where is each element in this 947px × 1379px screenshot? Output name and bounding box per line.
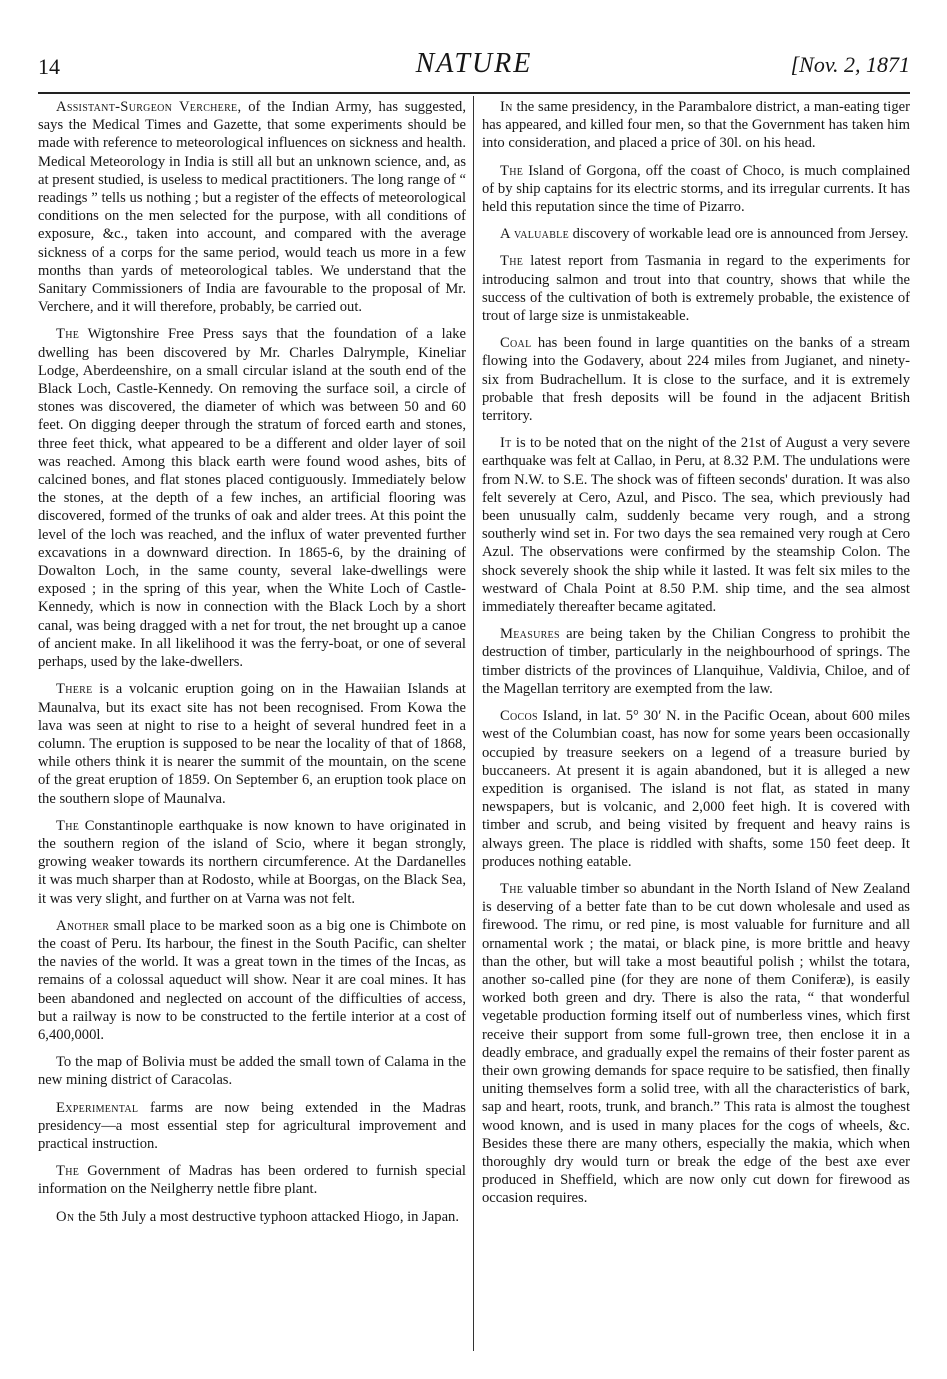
paragraph [38, 98, 466, 316]
paragraph-text: is a volcanic eruption going on in the Hawaiian Islands at Maunalva, but its exact site has not been recognised. From Kowa the lava was seen at night to rise to a height of several hundred feet in a column. The eruption is supposed to be near the locality of that of 1868, while others think it is nearer the summit of the mountain, on the scene of the great eruption of 1859. On September 6, an eruption took place on the southern slope of Maunalva. [38, 681, 466, 807]
column-divider [473, 96, 474, 1351]
paragraph-lead: In [500, 99, 513, 115]
paragraph [482, 880, 910, 1208]
paragraph-lead: Another [56, 917, 110, 934]
page-header [38, 46, 910, 84]
paragraph-text: is to be noted that on the night of the 21st of August a very severe earthquake was felt at Callao, in Peru, at 8.32 P.M. The undulations were from N.W. to S.E. The shock was of fifteen seconds' duration. It was also felt severely at Cero, Azul, and Pisco. The sea, which previously had been unusually calm, suddenly became very rough, and a strong southerly wind set in. For two days the sea remained very rough at Cero Azul. The observations were confirmed by the steamship Colon. The shock severely shook the ship while it lasted. It was felt six miles to the westward of Chala Point at 8.50 P.M. ship time, and the sea almost immediately thereafter became agitated. [482, 435, 910, 616]
paragraph-text: are being taken by the Chilian Congress to prohibit the destruction of timber, particularly in the neighbourhood of springs. The timber districts of the provinces of Llanquihue, Valdivia, Chiloe, and of the Magellan territory are exempted from the law. [482, 626, 910, 697]
paragraph [38, 1053, 466, 1089]
paragraph-text: of the Indian Army, has suggested, says the Medical Times and Gazette, that some experiments should be made with reference to meteorological influences on sickness and health. Medical Meteorology in India is still all but an unknown science, and, as at present studied, is useless to medical practitioners. The long range of “ readings ” tells us nothing ; but a register of the effects of meteorological conditions on the men selected for the purpose, with all conditions of exposure, &c., taken into account, and compared with the average sickness of a corps for the same period, would teach us more in a few months than yards of meteorological tables. We understand that the Sanitary Commissioners of India are favourable to the proposal of Mr. Verchere, and it will therefore, probably, be carried out. [38, 99, 466, 316]
paragraph-lead: Cocos [500, 708, 538, 725]
paragraph-text: the 5th July a most destructive typhoon attacked Hiogo, in Japan. [74, 1208, 460, 1225]
paragraph-lead: Experimental [56, 1099, 139, 1116]
paragraph-text: Constantinople earthquake is now known to have originated in the southern region of the island of Scio, where it began strongly, growing weaker towards its northern circumference. At the Dardanelles it was much sharper than at Rodosto, while at Boorgas, on the Black Sea, it was very slight, and further on at Varna was not felt. [38, 817, 466, 907]
paragraph [38, 325, 466, 671]
paragraph-lead: It [500, 435, 512, 452]
paragraph-text: has been found in large quantities on the banks of a stream flowing into the Godavery, about 224 miles from Jugianet, and ninety-six from Budrachellum. It is close to the surface, and it is extremely probable that fresh deposits will be found in the adjacent British territory. [482, 335, 910, 425]
paragraph [482, 252, 910, 325]
paragraph-lead: Assistant-Surgeon Verchere, [56, 99, 242, 115]
paragraph-lead: The [56, 326, 80, 343]
paragraph-lead: A valuable [500, 226, 569, 243]
paragraph-lead: The [56, 817, 80, 834]
left-column [38, 98, 466, 1235]
paragraph [38, 1162, 466, 1198]
paragraph-lead: The [500, 162, 524, 179]
paragraph-text: To the map of Bolivia must be added the small town of Calama in the new mining district of Caracolas. [38, 1054, 466, 1089]
paragraph [38, 1208, 466, 1226]
paragraph [38, 680, 466, 807]
paragraph-lead: There [56, 681, 93, 698]
paragraph-lead: On [56, 1208, 75, 1225]
paragraph [482, 225, 910, 243]
paragraph [482, 434, 910, 616]
paragraph [482, 162, 910, 217]
issue-date: [Nov. 2, 1871 [790, 52, 910, 77]
paragraph [482, 98, 910, 153]
paragraph [38, 817, 466, 908]
paragraph-lead: The [500, 880, 524, 897]
paragraph-text: Island, in lat. 5° 30′ N. in the Pacific Ocean, about 600 miles west of the Columbian coast, has now for some years been occasionally occupied by treasure seekers on a legend of a treasure buried by buccaneers. At present it is again abandoned, but it is alleged a new expedition is organised. The island is not flat, as stated in many newspapers, but is volcanic, and 2,000 feet high. It is covered with timber and scrub, and being visited by frequent and heavy rains is always green. The place is riddled with shafts, some 150 feet deep. It produces nothing eatable. [482, 708, 910, 870]
paragraph-lead: The [500, 253, 524, 270]
paragraph-text: the same presidency, in the Parambalore district, a man-eating tiger has appeared, and killed four men, so that the Government has taken him into consideration, and placed a price of 30l. on his head. [482, 99, 910, 152]
paragraph [38, 1099, 466, 1154]
paragraph-text: Island of Gorgona, off the coast of Choco, is much complained of by ship captains for its electric storms, and its irregular currents. It has held this reputation since the time of Pizarro. [482, 162, 910, 216]
paragraph [38, 917, 466, 1044]
paragraph-text: Wigtonshire Free Press says that the foundation of a lake dwelling has been discovered by Mr. Charles Dalrymple, Kineliar Lodge, Aberdeenshire, on a small circular island at the south end of the Black Loch, Castle-Kennedy. On removing the surface soil, a circle of stones was discovered, the diameter of which was between 50 and 60 feet. On digging deeper through the stratum of forced earth and stones, three feet thick, what appeared to be a different and older layer of soil was reached. Among this black earth were found wood ashes, bits of calcined bones, and flat stones placed contiguously. Immediately below the stones, at the depth of a few inches, an artificial flooring was discovered, formed of the trunks of oak and alder trees. At this point the level of the loch was reached, and the influx of water prevented further excavations in a downward direction. In 1865-6, by the draining of Dowalton Loch, in the same county, several lake-dwellings were exposed ; in the spring of this year, when the White Loch of Castle-Kennedy, which is now in connection with the Black Loch by a short canal, was being dragged with a net for trout, the net brought up a canoe of ancient make. In all likelihood it was the ferry-boat, or one of several perhaps, used by the lake-dwellers. [38, 326, 466, 671]
paragraph-text: small place to be marked soon as a big one is Chimbote on the coast of Peru. Its harbour, the finest in the South Pacific, can shelter the navies of the world. It was a great town in the times of the Incas, as remains of a colossal aqueduct will show. Near it are coal mines. It has been abandoned and neglected on account of the difficulties of access, but a railway is now to be constructed to the fertile interior at a cost of 6,400,000l. [38, 917, 466, 1043]
paragraph [482, 707, 910, 871]
right-column [482, 98, 910, 1217]
paragraph-lead: Measures [500, 626, 560, 643]
journal-title: NATURE [415, 48, 533, 79]
paragraph-text: Government of Madras has been ordered to furnish special information on the Neilgherry nettle fibre plant. [38, 1163, 466, 1198]
paragraph-text: valuable timber so abundant in the North Island of New Zealand is deserving of a better fate than to be cut down wholesale and used as firewood. The rimu, or red pine, is most valuable for furniture and all ornamental work ; the matai, or black pine, is more brittle and heavy than the other, but will take a most beautiful polish ; whilst the totara, another so-called pine (for they are none of them Coniferæ), is easily worked both green and dry. There is also the rata, “ that wonderful vegetable production forming itself out of numberless vines, which first receive their support from some full-grown tree, then enclose it in a deadly embrace, and gradually expel the remains of their foster parent as their own growing demands for space require to be satisfied, then finally uniting themselves form a solid tree, with all the characteristics of bark, sap and heart, roots, trunk, and branch.” This rata is almost the toughest wood known, and is used in many places for the cogs of wheels, &c. Besides these there are many others, especially the makia, which when thoroughly dry would turn or break the edge of the best axe ever produced in Sheffield, which are now only cut down for firewood as occasion requires. [482, 880, 910, 1207]
page-number: 14 [38, 54, 60, 79]
paragraph-lead: Coal [500, 335, 532, 352]
paragraph [482, 334, 910, 425]
paragraph-lead: The [56, 1163, 80, 1180]
header-rule [38, 92, 910, 94]
paragraph-text: discovery of workable lead ore is announced from Jersey. [568, 226, 909, 243]
paragraph-text: farms are now being extended in the Madras presidency—a most essential step for agricultural improvement and practical instruction. [38, 1099, 466, 1152]
paragraph-text: latest report from Tasmania in regard to the experiments for introducing salmon and trout into that country, shows that while the success of the cultivation of both is extremely probable, the existence of trout of large size is unmistakeable. [482, 253, 910, 325]
paragraph [482, 625, 910, 698]
